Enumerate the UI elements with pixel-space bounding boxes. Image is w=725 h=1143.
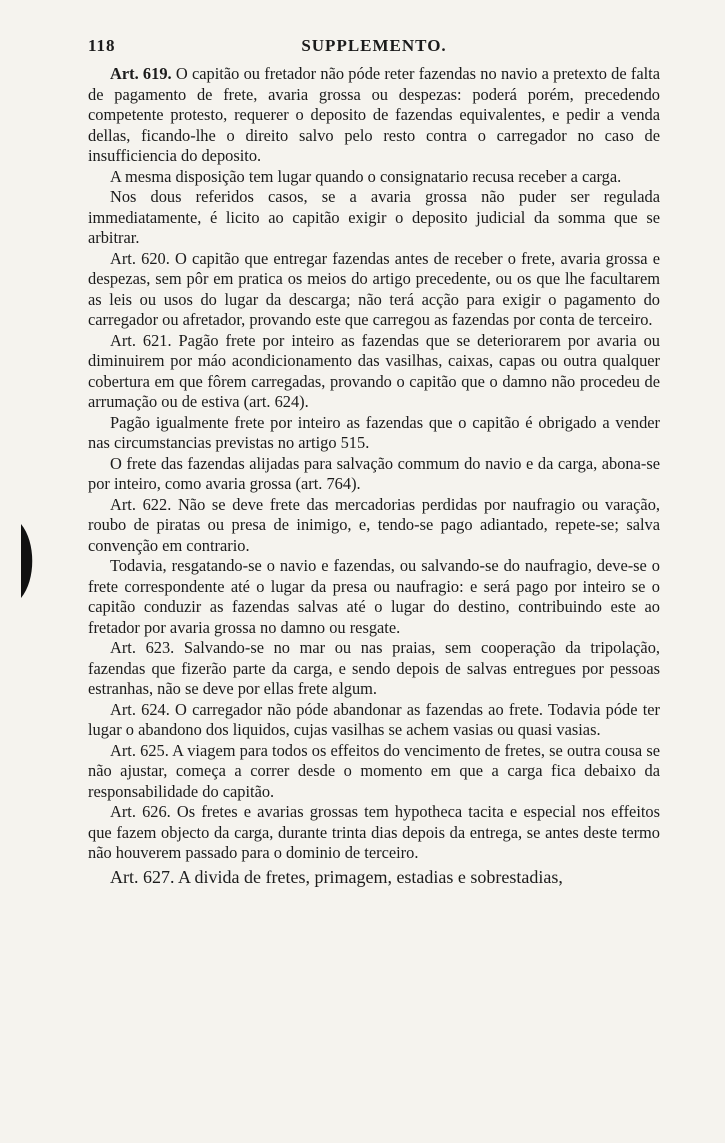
paragraph xyxy=(88,454,660,495)
article-number: Art. 624. xyxy=(110,699,170,719)
paragraph-text: Salvando-se no mar ou nas praias, sem cooperação da tripolação, fazendas que fizerão parte da carga, e sendo depois de salvas entregues por pessoas estranhas, não se deve por ellas frete algum. xyxy=(88,638,660,698)
paragraph-text: Nos dous referidos casos, se a avaria grossa não puder ser regulada immediatamente, é licito ao capitão exigir o deposito judicial da somma que se arbitrar. xyxy=(88,187,660,247)
paragraph xyxy=(88,495,660,557)
paragraph-text: Pagão igualmente frete por inteiro as fazendas que o capitão é obrigado a vender nas circumstancias previstas no artigo 515. xyxy=(88,412,660,452)
page-number: 118 xyxy=(88,36,116,55)
paragraph xyxy=(88,249,660,331)
paragraph xyxy=(88,331,660,413)
paragraph xyxy=(88,64,660,167)
page-edge-mark xyxy=(18,522,36,600)
paragraph-text: A viagem para todos os effeitos do vencimento de fretes, se outra cousa se não ajustar, começa a correr desde o momento em que a carga fica debaixo da responsabilidade do capitão. xyxy=(88,740,660,801)
book-page xyxy=(88,36,660,888)
article-number: Art. 623. xyxy=(110,638,175,657)
paragraph-text: Pagão frete por inteiro as fazendas que se deteriorarem por avaria ou diminuirem por máo acondicionamento das vasilhas, caixas, capas ou outra qualquer cobertura em que fôrem carregadas, provando o capitão que o damno não procedeu de arrumação ou de estiva (art. 624). xyxy=(88,330,660,411)
paragraph xyxy=(88,866,660,888)
paragraph-text: A mesma disposição tem lugar quando o consignatario recusa receber a carga. xyxy=(110,166,622,186)
paragraph-text: Todavia, resgatando-se o navio e fazendas, ou salvando-se do naufragio, deve-se o frete correspondente até o lugar da presa ou naufragio: e será pago por inteiro se o capitão conduzir as fazendas salvas até o lugar do destino, contribuindo este ao fretador por avaria grossa no damno ou resgate. xyxy=(88,556,660,637)
paragraph xyxy=(88,413,660,454)
paragraph-text: O capitão que entregar fazendas antes de receber o frete, avaria grossa e despezas, sem pôr em pratica os meios do artigo precedente, ou os que lhe facultarem as leis ou usos do lugar da descarga; não terá acção para exigir o pagamento do carregador ou afretador, provando este que carregou as fazendas por conta de terceiro. xyxy=(88,248,661,329)
article-number: Art. 625. xyxy=(110,740,169,760)
paragraph-text: Os fretes e avarias grossas tem hypotheca tacita e especial nos effeitos que fazem objecto da carga, durante trinta dias depois da entrega, se antes deste termo não houverem passado para o dominio de terceiro. xyxy=(88,802,660,862)
paragraph xyxy=(88,187,660,249)
paragraph xyxy=(88,556,660,638)
paragraph xyxy=(88,741,660,803)
article-number: Art. 620. xyxy=(110,248,170,268)
article-number: Art. 627. xyxy=(110,866,175,887)
article-number: Art. 622. xyxy=(110,494,172,514)
paragraph-text: O frete das fazendas alijadas para salvação commum do navio e da carga, abona-se por inteiro, como avaria grossa (art. 764). xyxy=(88,453,660,493)
paragraph-text: Não se deve frete das mercadorias perdidas por naufragio ou varação, roubo de piratas ou presa de inimigo, e, tendo-se pago adiantado, repete-se; salva convenção em contrario. xyxy=(88,494,661,555)
body-text xyxy=(88,64,660,888)
page-header xyxy=(88,36,660,64)
paragraph-text: O carregador não póde abandonar as fazendas ao frete. Todavia póde ter lugar o abandono dos liquidos, cujas vasilhas se achem vasias ou quasi vasias. xyxy=(88,699,660,739)
article-number: Art. 619. xyxy=(110,64,172,83)
paragraph xyxy=(88,167,660,188)
paragraph xyxy=(88,802,660,864)
paragraph xyxy=(88,638,660,700)
paragraph-text: A divida de fretes, primagem, estadias e sobrestadias, xyxy=(174,866,563,887)
running-head: SUPPLEMENTO. xyxy=(301,36,447,55)
paragraph xyxy=(88,700,660,741)
article-number: Art. 621. xyxy=(110,330,172,350)
paragraph-text: O capitão ou fretador não póde reter fazendas no navio a pretexto de falta de pagamento de frete, avaria grossa ou despezas: poderá porém, precedendo competente protesto, requerer o deposito de fazendas equivalentes, e pedir a venda dellas, ficando-lhe o direito salvo pelo resto contra o carregador no caso de insufficiencia do deposito. xyxy=(88,64,661,165)
article-number: Art. 626. xyxy=(110,802,171,821)
